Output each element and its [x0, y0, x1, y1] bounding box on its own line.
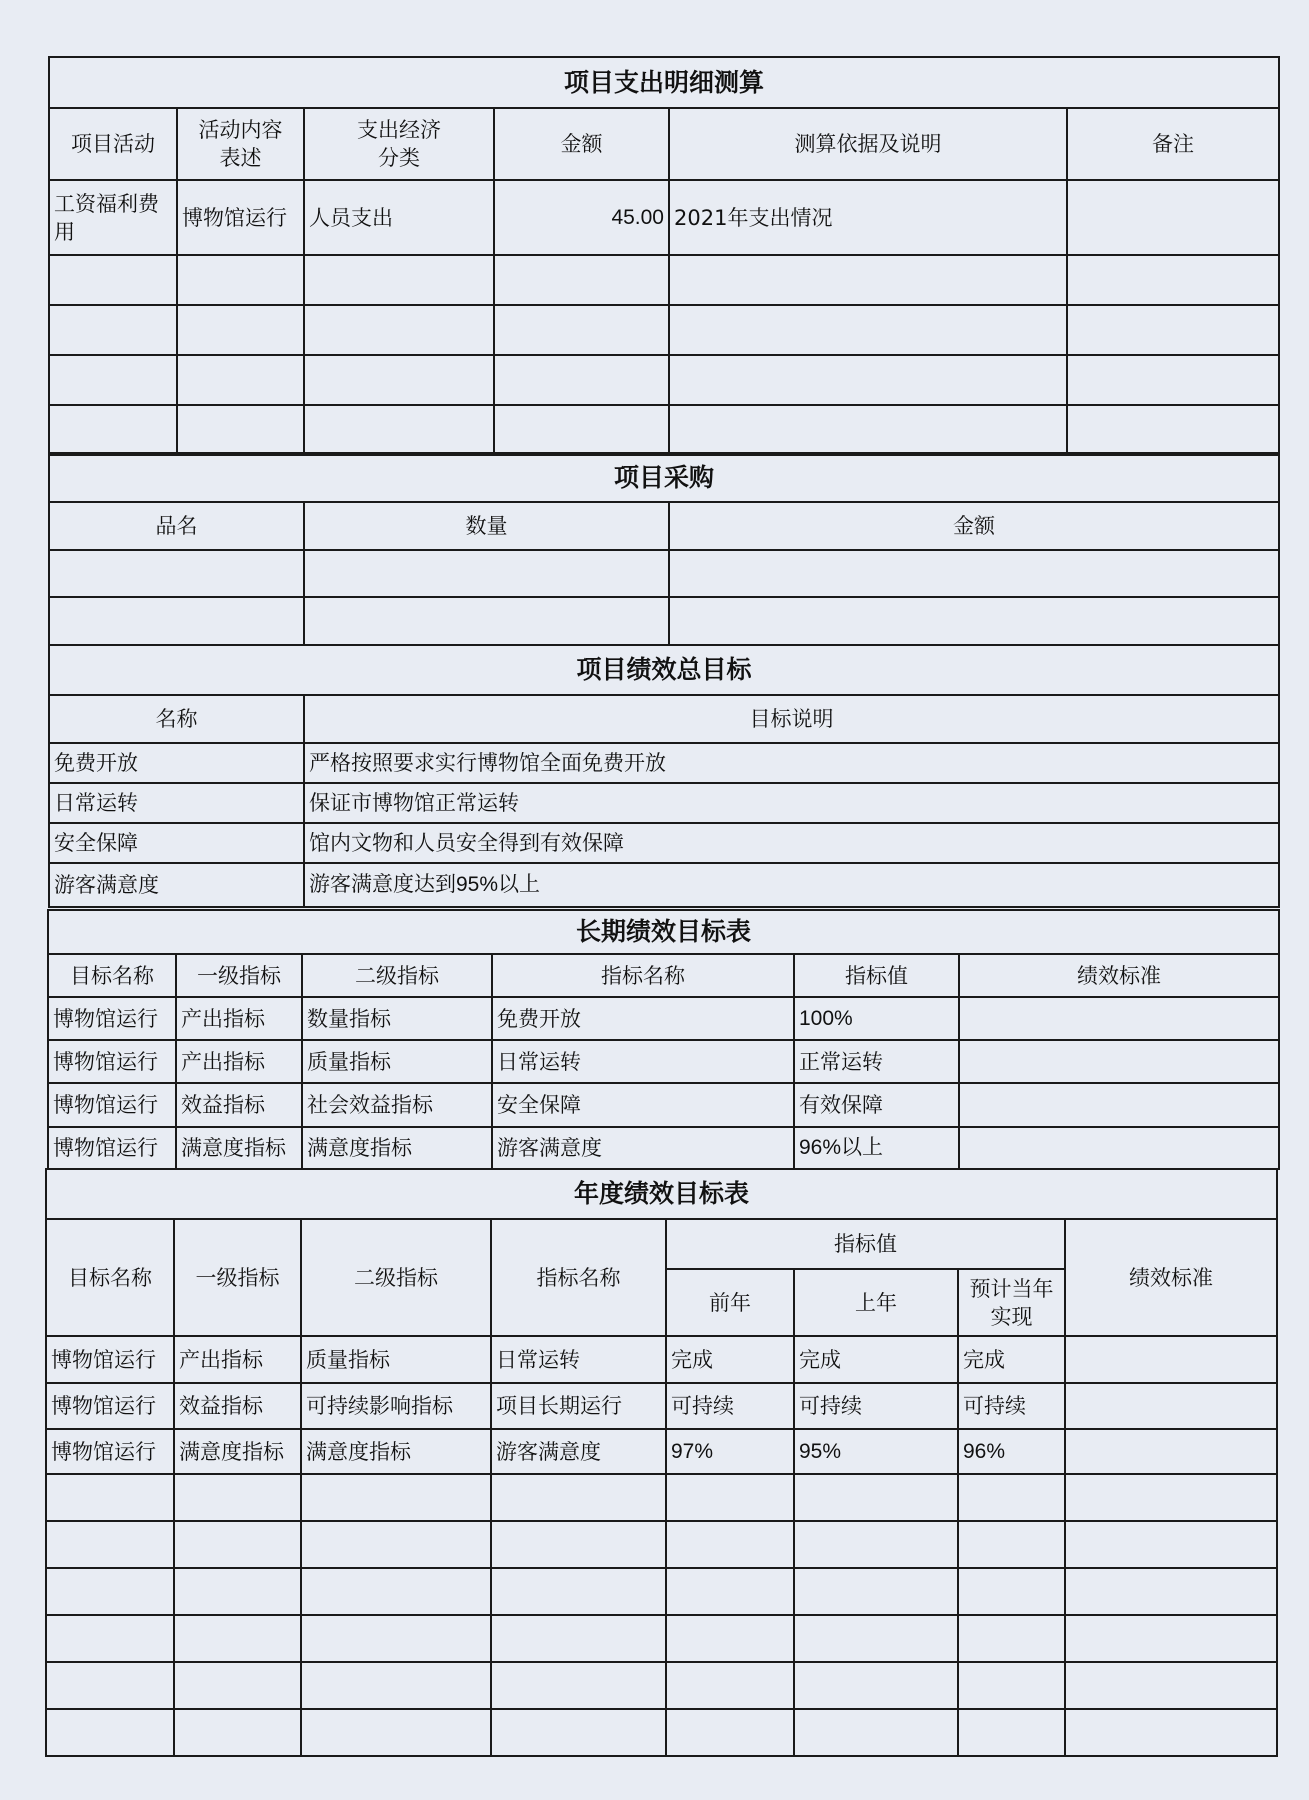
empty-row [46, 1615, 1277, 1662]
cell-amount: 45.00 [494, 180, 669, 255]
cell-target: 博物馆运行 [46, 1336, 174, 1383]
table-row [46, 1429, 1277, 1474]
table-row [49, 783, 1279, 823]
cell-level2: 数量指标 [302, 997, 492, 1040]
col-basis: 测算依据及说明 [669, 108, 1067, 180]
table-row [48, 997, 1279, 1040]
table-row [49, 823, 1279, 863]
cell-goal-desc: 保证市博物馆正常运转 [304, 783, 1279, 823]
cell-category: 人员支出 [304, 180, 494, 255]
col-category: 支出经济 分类 [304, 108, 494, 180]
col-standard: 绩效标准 [959, 954, 1279, 997]
longterm-goal-table [47, 909, 1280, 1170]
table-row [48, 1127, 1279, 1169]
table-row [49, 180, 1279, 255]
table-row [48, 1040, 1279, 1083]
empty-row [46, 1474, 1277, 1521]
col-amount: 金额 [494, 108, 669, 180]
empty-row [49, 305, 1279, 355]
annual-title: 年度绩效目标表 [46, 1169, 1277, 1219]
empty-row [46, 1662, 1277, 1709]
cell-last: 可持续 [794, 1383, 958, 1429]
cell-basis: 2021年支出情况 [669, 180, 1067, 255]
col-proc-amount: 金额 [669, 502, 1279, 550]
cell-level2: 满意度指标 [302, 1127, 492, 1169]
cell-indicator: 日常运转 [491, 1336, 666, 1383]
cell-standard [1065, 1429, 1277, 1474]
col-goal-desc: 目标说明 [304, 695, 1279, 743]
cell-prev: 可持续 [666, 1383, 794, 1429]
cell-target: 博物馆运行 [46, 1383, 174, 1429]
col-expected: 预计当年 实现 [958, 1269, 1065, 1336]
cell-value: 有效保障 [794, 1083, 959, 1127]
cell-value: 96%以上 [794, 1127, 959, 1169]
cell-standard [959, 997, 1279, 1040]
cell-goal-name: 日常运转 [49, 783, 304, 823]
procurement-title: 项目采购 [49, 453, 1279, 502]
cell-indicator: 游客满意度 [492, 1127, 794, 1169]
cell-value: 100% [794, 997, 959, 1040]
cell-standard [959, 1083, 1279, 1127]
cell-target: 博物馆运行 [48, 1127, 176, 1169]
col-prev-year: 前年 [666, 1269, 794, 1336]
cell-value: 正常运转 [794, 1040, 959, 1083]
cell-goal-name: 安全保障 [49, 823, 304, 863]
col-indicator: 指标名称 [491, 1219, 666, 1336]
cell-target: 博物馆运行 [48, 1040, 176, 1083]
col-level2: 二级指标 [302, 954, 492, 997]
cell-indicator: 免费开放 [492, 997, 794, 1040]
cell-content: 博物馆运行 [177, 180, 304, 255]
col-note: 备注 [1067, 108, 1279, 180]
expense-table [48, 56, 1280, 456]
cell-level2: 质量指标 [302, 1040, 492, 1083]
procurement-table [48, 452, 1280, 646]
cell-expected: 可持续 [958, 1383, 1065, 1429]
empty-row [49, 255, 1279, 305]
cell-prev: 完成 [666, 1336, 794, 1383]
cell-expected: 完成 [958, 1336, 1065, 1383]
col-activity: 项目活动 [49, 108, 177, 180]
cell-level1: 产出指标 [176, 1040, 302, 1083]
cell-last: 完成 [794, 1336, 958, 1383]
empty-row [46, 1521, 1277, 1568]
table-row [49, 863, 1279, 907]
col-item-name: 品名 [49, 502, 304, 550]
col-quantity: 数量 [304, 502, 669, 550]
col-level2: 二级指标 [301, 1219, 491, 1336]
cell-goal-desc: 馆内文物和人员安全得到有效保障 [304, 823, 1279, 863]
col-target: 目标名称 [46, 1219, 174, 1336]
cell-level2: 满意度指标 [301, 1429, 491, 1474]
col-standard: 绩效标准 [1065, 1219, 1277, 1336]
empty-row [46, 1709, 1277, 1756]
cell-standard [959, 1040, 1279, 1083]
cell-indicator: 安全保障 [492, 1083, 794, 1127]
cell-target: 博物馆运行 [48, 1083, 176, 1127]
cell-standard [1065, 1383, 1277, 1429]
cell-indicator: 日常运转 [492, 1040, 794, 1083]
cell-goal-desc: 严格按照要求实行博物馆全面免费开放 [304, 743, 1279, 783]
cell-level2: 社会效益指标 [302, 1083, 492, 1127]
empty-row [49, 550, 1279, 597]
cell-level1: 满意度指标 [176, 1127, 302, 1169]
cell-standard [1065, 1336, 1277, 1383]
col-content: 活动内容 表述 [177, 108, 304, 180]
col-value: 指标值 [794, 954, 959, 997]
table-row [49, 743, 1279, 783]
cell-goal-name: 游客满意度 [49, 863, 304, 907]
col-indicator: 指标名称 [492, 954, 794, 997]
cell-prev: 97% [666, 1429, 794, 1474]
overall-goal-table [48, 644, 1280, 908]
cell-level1: 产出指标 [176, 997, 302, 1040]
col-value-group: 指标值 [666, 1219, 1065, 1269]
cell-target: 博物馆运行 [48, 997, 176, 1040]
longterm-title: 长期绩效目标表 [48, 910, 1279, 954]
cell-target: 博物馆运行 [46, 1429, 174, 1474]
table-row [46, 1336, 1277, 1383]
cell-level2: 可持续影响指标 [301, 1383, 491, 1429]
cell-goal-name: 免费开放 [49, 743, 304, 783]
col-level1: 一级指标 [174, 1219, 301, 1336]
cell-level1: 产出指标 [174, 1336, 301, 1383]
overall-title: 项目绩效总目标 [49, 645, 1279, 695]
cell-indicator: 项目长期运行 [491, 1383, 666, 1429]
cell-level1: 效益指标 [176, 1083, 302, 1127]
cell-last: 95% [794, 1429, 958, 1474]
cell-goal-desc: 游客满意度达到95%以上 [304, 863, 1279, 907]
cell-activity: 工资福利费用 [49, 180, 177, 255]
col-goal-name: 名称 [49, 695, 304, 743]
cell-level1: 满意度指标 [174, 1429, 301, 1474]
table-row [46, 1383, 1277, 1429]
cell-level2: 质量指标 [301, 1336, 491, 1383]
annual-goal-table [45, 1168, 1278, 1757]
cell-note [1067, 180, 1279, 255]
empty-row [49, 597, 1279, 645]
col-level1: 一级指标 [176, 954, 302, 997]
empty-row [46, 1568, 1277, 1615]
expense-title: 项目支出明细测算 [49, 57, 1279, 108]
cell-expected: 96% [958, 1429, 1065, 1474]
cell-indicator: 游客满意度 [491, 1429, 666, 1474]
empty-row [49, 405, 1279, 455]
cell-standard [959, 1127, 1279, 1169]
empty-row [49, 355, 1279, 405]
cell-level1: 效益指标 [174, 1383, 301, 1429]
table-row [48, 1083, 1279, 1127]
col-target: 目标名称 [48, 954, 176, 997]
col-last-year: 上年 [794, 1269, 958, 1336]
